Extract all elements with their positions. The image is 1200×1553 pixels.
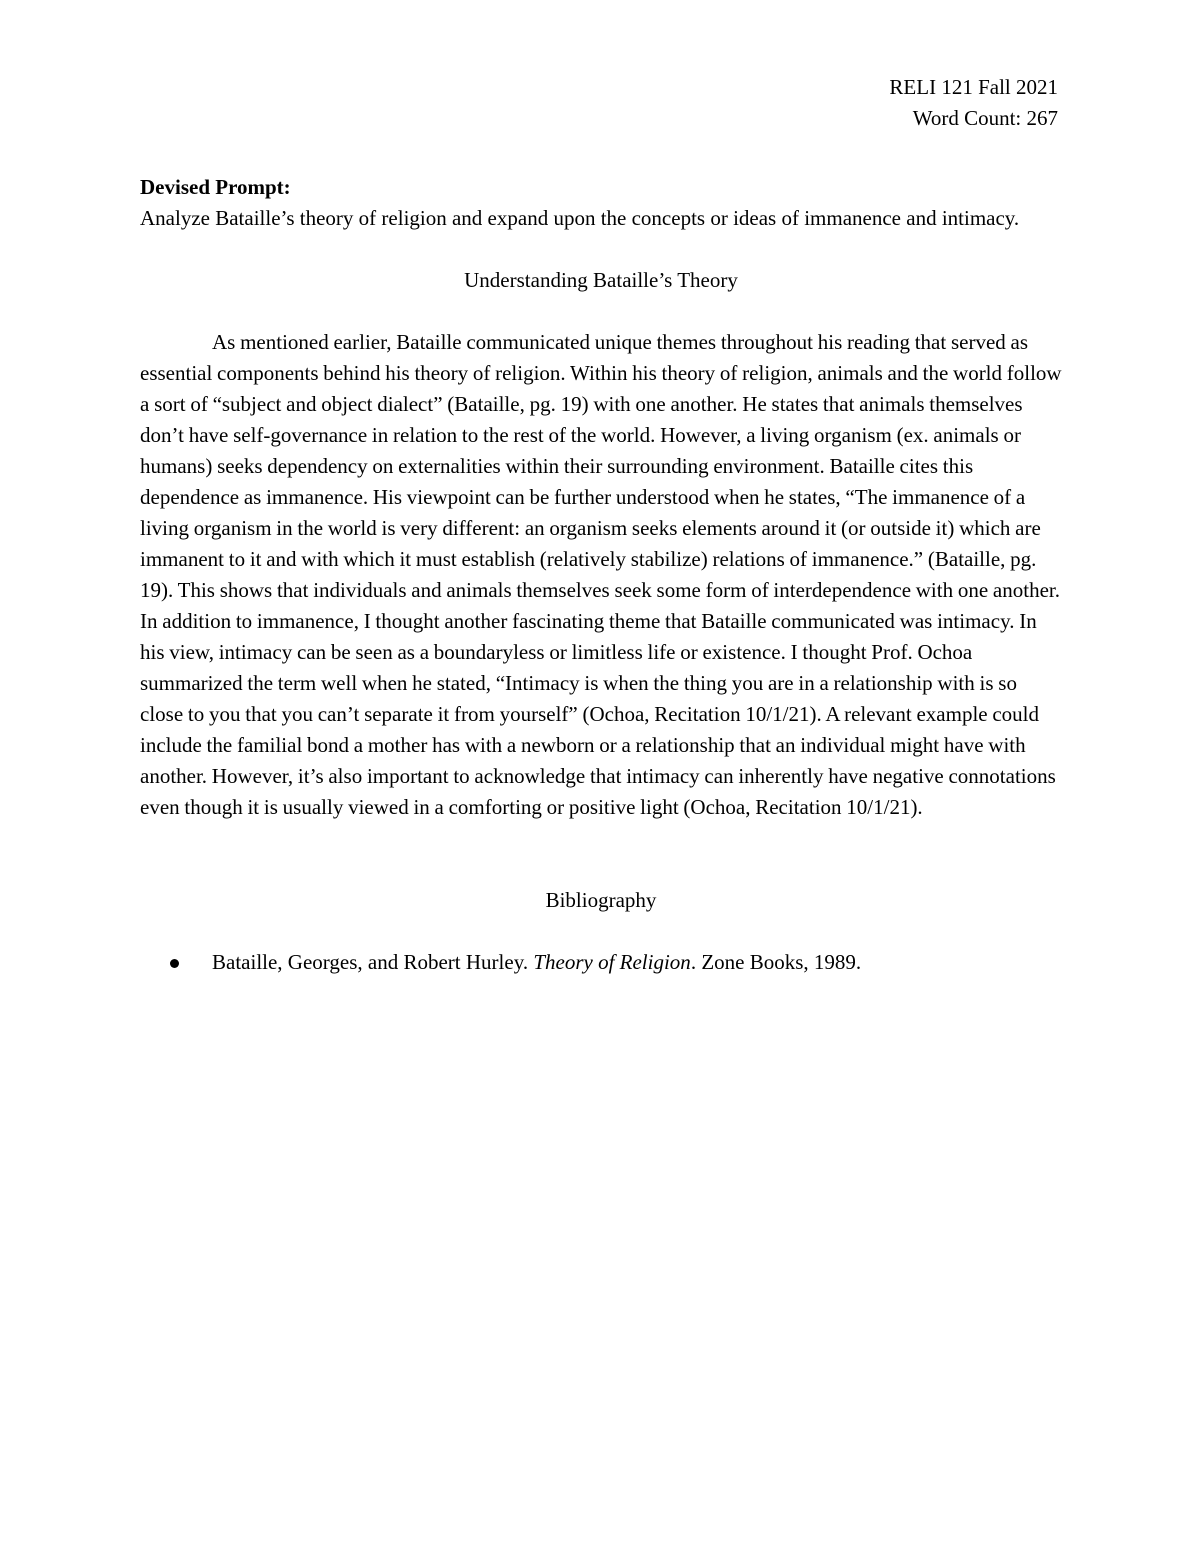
prompt-text: Analyze Bataille’s theory of religion and expand upon the concepts or ideas of immanence and intimacy. <box>140 206 1020 230</box>
bullet-icon <box>170 959 179 968</box>
entry-authors: Bataille, Georges, and Robert Hurley. <box>212 950 534 974</box>
entry-publication: . Zone Books, 1989. <box>690 950 862 974</box>
word-count-label: Word Count: 267 <box>912 106 1058 130</box>
section-title: Understanding Bataille’s Theory <box>464 268 738 292</box>
entry-book-title: Theory of Religion <box>533 950 691 974</box>
course-label: RELI 121 Fall 2021 <box>889 75 1058 99</box>
document-header <box>889 72 1058 134</box>
bibliography-list <box>140 947 1062 978</box>
body-paragraph: As mentioned earlier, Bataille communicated unique themes throughout his reading that served as essential components behind his theory of religion. Within his theory of religion, animals and the world follow a sort of “subject and object dialect” (Bataille, pg. 19) with one another. He states that animals themselves don’t have self-governance in relation to the rest of the world. However, a living organism (ex. animals or humans) seeks dependency on externalities within their surrounding environment. Bataille cites this dependence as immanence. His viewpoint can be further understood when he states, “The immanence of a living organism in the world is very different: an organism seeks elements around it (or outside it) which are immanent to it and with which it must establish (relatively stabilize) relations of immanence.” (Bataille, pg. 19). This shows that individuals and animals themselves seek some form of interdependence with one another. In addition to immanence, I thought another fascinating theme that Bataille communicated was intimacy. In his view, intimacy can be seen as a boundaryless or limitless life or existence. I thought Prof. Ochoa summarized the term well when he stated, “Intimacy is when the thing you are in a relationship with is so close to you that you can’t separate it from yourself” (Ochoa, Recitation 10/1/21). A relevant example could include the familial bond a mother has with a newborn or a relationship that an individual might have with another. However, it’s also important to acknowledge that intimacy can inherently have negative connotations even though it is usually viewed in a comforting or positive light (Ochoa, Recitation 10/1/21). <box>140 330 1062 819</box>
bibliography-entry <box>140 947 1062 978</box>
prompt-heading: Devised Prompt: <box>140 175 291 199</box>
bibliography-title: Bibliography <box>545 888 657 912</box>
document-content <box>140 172 1062 978</box>
